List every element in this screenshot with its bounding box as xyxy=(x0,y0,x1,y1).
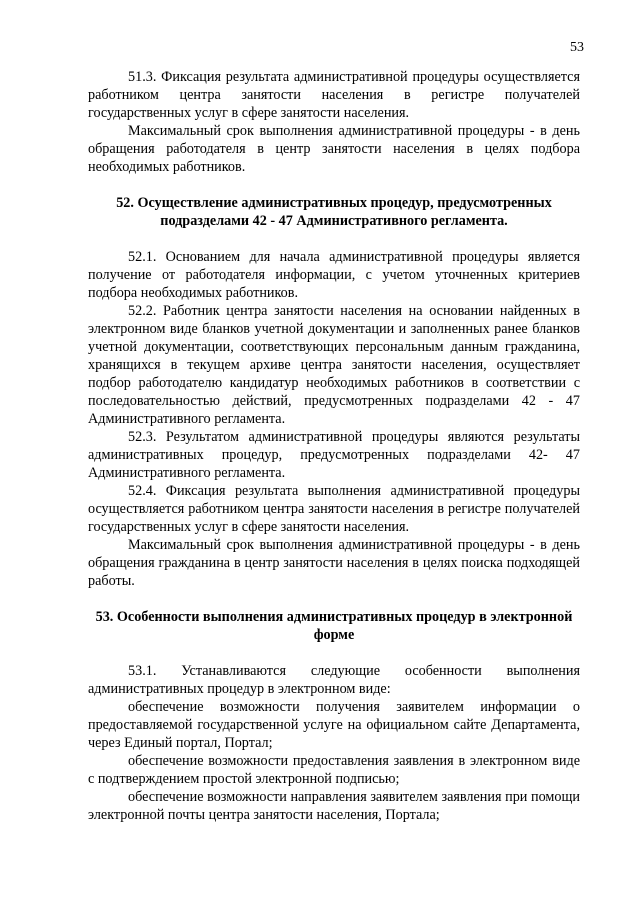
list-item-email-application: обеспечение возможности направления заявителем заявления при помощи электронной почты центра занятости населения, Портала; xyxy=(88,789,580,823)
paragraph-53-1: 53.1. Устанавливаются следующие особенности выполнения административных процедур в электронном виде: xyxy=(88,663,580,697)
paragraph-52-2: 52.2. Работник центра занятости населения на основании найденных в электронном виде бланков учетной документации и заполненных ранее бланков учетной документации, соответствующих персональным данным гражданина, хранящихся в текущем архиве центра занятости населения, осуществляет подбор работодателю кандидатур необходимых работников в соответствии с последовательностью действий, предусмотренных подразделами 42 - 47 Административного регламента. xyxy=(88,303,580,427)
list-item-info-access: обеспечение возможности получения заявителем информации о предоставляемой государственной услуге на официальном сайте Департамента, через Единый портал, Портал; xyxy=(88,699,580,751)
paragraph-52-4: 52.4. Фиксация результата выполнения административной процедуры осуществляется работником центра занятости населения в регистре получателей государственных услуг в сфере занятости населения. xyxy=(88,483,580,535)
document-body xyxy=(88,68,580,824)
page-number: 53 xyxy=(570,40,584,55)
paragraph-52-3: 52.3. Результатом административной процедуры являются результаты административных процедур, предусмотренных подразделами 42- 47 Административного регламента. xyxy=(88,429,580,481)
heading-section-53: 53. Особенности выполнения административных процедур в электронной форме xyxy=(95,609,573,643)
list-item-electronic-application: обеспечение возможности предоставления заявления в электронном виде с подтверждением простой электронной подписью; xyxy=(88,753,580,787)
paragraph-52-max-term: Максимальный срок выполнения административной процедуры - в день обращения гражданина в центр занятости населения в целях поиска подходящей работы. xyxy=(88,537,580,589)
paragraph-51-3: 51.3. Фиксация результата административной процедуры осуществляется работником центра занятости населения в регистре получателей государственных услуг в сфере занятости населения. xyxy=(88,69,580,121)
heading-section-52: 52. Осуществление административных процедур, предусмотренных подразделами 42 - 47 Административного регламента. xyxy=(116,195,552,229)
paragraph-51-max-term: Максимальный срок выполнения административной процедуры - в день обращения работодателя в центр занятости населения в целях подбора необходимых работников. xyxy=(88,123,580,175)
paragraph-52-1: 52.1. Основанием для начала административной процедуры является получение от работодателя информации, с учетом уточненных критериев подбора необходимых работников. xyxy=(88,249,580,301)
